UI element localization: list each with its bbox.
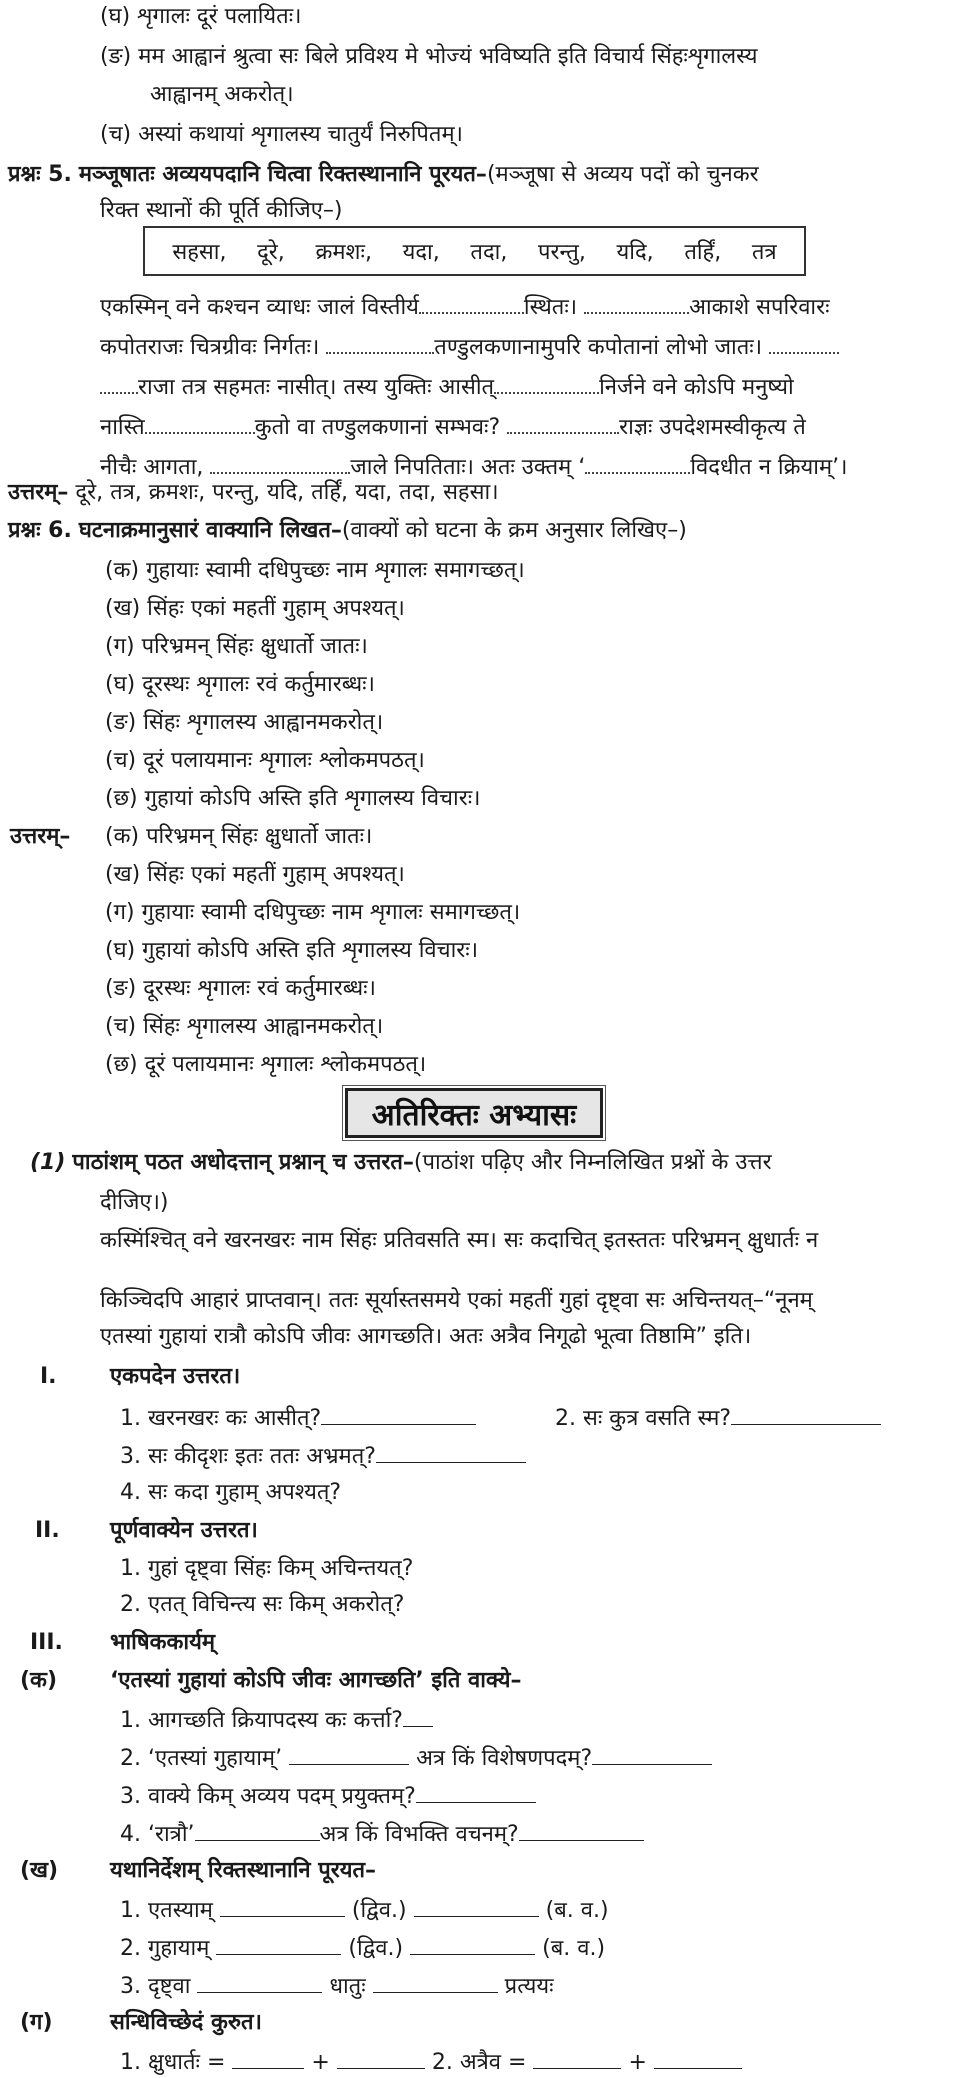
q6-item: (ग) परिभ्रमन् सिंहः क्षुधार्तो जातः। bbox=[105, 634, 368, 659]
box-word: तर्हिं, bbox=[684, 240, 722, 265]
q6-answer: (ङ) दूरस्थः शृगालः रवं कर्तुमारब्धः। bbox=[105, 976, 376, 1001]
box-word: यदि, bbox=[616, 240, 654, 265]
blank[interactable] bbox=[419, 294, 524, 314]
item-label: (च) bbox=[100, 122, 132, 147]
q6-answer: (ग) गुहायाः स्वामी दधिपुच्छः नाम शृगालः समागच्छत्। bbox=[105, 900, 521, 925]
q5-heading bbox=[8, 160, 759, 190]
section-number: II. bbox=[35, 1518, 60, 1543]
question: 2. गुहायाम् (द्विव.) (ब. व.) bbox=[120, 1932, 605, 1964]
blank[interactable] bbox=[100, 374, 138, 394]
q-title: पाठांशम् पठत अधोदत्तान् प्रश्नान् च उत्तरत– bbox=[72, 1150, 414, 1175]
answer-blank[interactable] bbox=[731, 1402, 881, 1425]
word-box bbox=[143, 226, 806, 276]
question: 2. ‘एतस्यां गुहायाम्’ अत्र किं विशेषणपदम्? bbox=[120, 1742, 712, 1774]
answer-blank[interactable] bbox=[195, 1818, 320, 1841]
section-number: I. bbox=[40, 1364, 57, 1389]
q5-answer bbox=[8, 478, 499, 508]
passage-text: कुतो वा तण्डुलकणानां सम्भवः? bbox=[254, 415, 501, 440]
q6-title: घटनाक्रमानुसारं वाक्यानि लिखत– bbox=[78, 518, 342, 543]
answer-blank[interactable] bbox=[337, 2046, 425, 2069]
sub-label: (ख) bbox=[20, 1858, 59, 1883]
item-text: अस्यां कथायां शृगालस्य चातुर्यं निरुपितम्। bbox=[138, 122, 463, 147]
blank[interactable] bbox=[326, 334, 434, 354]
question: 3. सः कीदृशः इतः ततः अभ्रमत्? bbox=[120, 1440, 526, 1472]
answer-blank[interactable] bbox=[232, 2046, 304, 2069]
blank[interactable] bbox=[494, 374, 599, 394]
passage-line-3 bbox=[100, 373, 794, 403]
answer-blank[interactable] bbox=[416, 1780, 536, 1803]
answer-blank[interactable] bbox=[592, 1742, 712, 1765]
passage-text: निर्जने वने कोऽपि मनुष्यो bbox=[599, 375, 794, 400]
answer-blank[interactable] bbox=[373, 1970, 498, 1993]
answer-blank[interactable] bbox=[654, 2046, 742, 2069]
q6-heading bbox=[8, 516, 687, 546]
item-text: मम आह्वानं श्रुत्वा सः बिले प्रविश्य मे भोज्यं भविष्यति इति विचार्य सिंहःशृगालस्य bbox=[138, 44, 758, 69]
answer-blank[interactable] bbox=[410, 1932, 535, 1955]
question: 1. आगच्छति क्रियापदस्य कः कर्त्ता? bbox=[120, 1704, 433, 1736]
item-cha bbox=[100, 120, 463, 150]
blank[interactable] bbox=[507, 414, 619, 434]
answer-blank[interactable] bbox=[519, 1818, 644, 1841]
q6-item: (क) गुहायाः स्वामी दधिपुच्छः नाम शृगालः समागच्छत्। bbox=[105, 558, 525, 583]
sub-title: यथानिर्देशम् रिक्तस्थानानि पूरयत– bbox=[110, 1858, 377, 1883]
section-number: III. bbox=[30, 1630, 63, 1655]
passage-line: एतस्यां गुहायां रात्रौ कोऽपि जीवः आगच्छति। अतः अत्रैव निगूढो भूत्वा तिष्ठामि” इति। bbox=[100, 1324, 752, 1349]
passage-line-1 bbox=[100, 293, 830, 323]
answer-blank[interactable] bbox=[216, 1932, 341, 1955]
q6-hindi: (वाक्यों को घटना के क्रम अनुसार लिखिए–) bbox=[341, 518, 687, 543]
answer-blank[interactable] bbox=[414, 1894, 539, 1917]
box-word: दूरे, bbox=[257, 240, 285, 265]
q6-answer: (घ) गुहायां कोऽपि अस्ति इति शृगालस्य विचारः। bbox=[105, 938, 479, 963]
sub-title: सन्धिविच्छेदं कुरुत। bbox=[110, 2010, 262, 2035]
extra-q1-heading bbox=[30, 1148, 772, 1178]
q6-answer: (छ) दूरं पलायमानः शृगालः श्लोकमपठत्। bbox=[105, 1052, 427, 1077]
q5-hindi-cont: रिक्त स्थानों की पूर्ति कीजिए–) bbox=[100, 198, 343, 223]
question: 1. क्षुधार्तः = + 2. अत्रैव = + bbox=[120, 2046, 742, 2078]
box-word: यदा, bbox=[402, 240, 440, 265]
q-number: (1) bbox=[30, 1150, 66, 1175]
answer-blank[interactable] bbox=[289, 1742, 409, 1765]
passage-text: राजा तत्र सहमतः नासीत्। तस्य युक्तिः आसीत् bbox=[138, 375, 495, 400]
sub-label: (ग) bbox=[20, 2010, 53, 2035]
passage-text: आकाशे सपरिवारः bbox=[689, 295, 830, 320]
item-text: शृगालः दूरं पलायितः। bbox=[137, 4, 302, 29]
q6-number: प्रश्नः 6. bbox=[8, 518, 72, 543]
q6-item: (च) दूरं पलायमानः शृगालः श्लोकमपठत्। bbox=[105, 748, 425, 773]
section-title: पूर्णवाक्येन उत्तरत। bbox=[110, 1518, 258, 1543]
q-hindi-cont: दीजिए।) bbox=[100, 1190, 169, 1215]
question: 4. सः कदा गुहाम् अपश्यत्? bbox=[120, 1480, 342, 1505]
q6-item: (छ) गुहायां कोऽपि अस्ति इति शृगालस्य विचारः। bbox=[105, 786, 481, 811]
item-nga-cont: आह्वानम् अकरोत्। bbox=[150, 82, 294, 107]
box-word: तदा, bbox=[470, 240, 508, 265]
question: 1. खरनखरः कः आसीत्? bbox=[120, 1402, 476, 1434]
box-word: परन्तु, bbox=[538, 240, 586, 265]
q5-hindi: (मञ्जूषा से अव्यय पदों को चुनकर bbox=[486, 162, 759, 187]
box-word: सहसा, bbox=[172, 240, 227, 265]
q6-answer: (च) सिंहः शृगालस्य आह्वानमकरोत्। bbox=[105, 1014, 384, 1039]
blank[interactable] bbox=[769, 334, 839, 354]
blank[interactable] bbox=[584, 294, 689, 314]
passage-text: नीचैः आगता, bbox=[100, 455, 204, 480]
answer-label: उत्तरम्– bbox=[8, 480, 69, 505]
answer-blank[interactable] bbox=[376, 1440, 526, 1463]
passage-text: विदधीत न क्रियाम्’। bbox=[690, 455, 848, 480]
section-heading: अतिरिक्तः अभ्यासः bbox=[345, 1088, 603, 1138]
answer-blank[interactable] bbox=[220, 1894, 345, 1917]
q5-title: मञ्जूषातः अव्ययपदानि चित्वा रिक्तस्थानानि पूरयत– bbox=[78, 162, 487, 187]
box-word: क्रमशः, bbox=[315, 240, 372, 265]
item-label: (घ) bbox=[100, 4, 131, 29]
passage-text: तण्डुलकणानामुपरि कपोतानां लोभो जातः। bbox=[434, 335, 763, 360]
passage-text: जाले निपतिताः। अतः उक्तम् ‘ bbox=[350, 455, 586, 480]
sub-label: (क) bbox=[20, 1668, 58, 1693]
blank[interactable] bbox=[210, 454, 350, 474]
passage-line: कस्मिंश्चित् वने खरनखरः नाम सिंहः प्रतिवसति स्म। सः कदाचित् इतस्ततः परिभ्रमन् क्षुधार्तः न bbox=[100, 1228, 819, 1253]
q5-number: प्रश्नः 5. bbox=[8, 162, 72, 187]
section-title: भाषिककार्यम् bbox=[110, 1630, 215, 1655]
blank[interactable] bbox=[585, 454, 690, 474]
q6-item: (ख) सिंहः एकां महतीं गुहाम् अपश्यत्। bbox=[105, 596, 405, 621]
q-hindi: (पाठांश पढ़िए और निम्नलिखित प्रश्नों के उत्तर bbox=[413, 1150, 772, 1175]
q6-answer: (ख) सिंहः एकां महतीं गुहाम् अपश्यत्। bbox=[105, 862, 405, 887]
answer-blank[interactable] bbox=[533, 2046, 621, 2069]
q6-answer-label: उत्तरम्– bbox=[10, 824, 71, 849]
blank[interactable] bbox=[145, 414, 255, 434]
passage-line: किञ्चिदपि आहारं प्राप्तवान्। ततः सूर्यास्तसमये एकां महतीं गुहां दृष्ट्वा सः अचिन्तयत्–“नूनम् bbox=[100, 1288, 813, 1313]
passage-text: राज्ञः उपदेशमस्वीकृत्य ते bbox=[619, 415, 806, 440]
passage-text: कपोतराजः चित्रग्रीवः निर्गतः। bbox=[100, 335, 320, 360]
q6-item: (घ) दूरस्थः शृगालः रवं कर्तुमारब्धः। bbox=[105, 672, 375, 697]
passage-text: नास्ति bbox=[100, 415, 145, 440]
q6-answer: (क) परिभ्रमन् सिंहः क्षुधार्तो जातः। bbox=[105, 824, 373, 849]
question: 4. ‘रात्रौ’ अत्र किं विभक्ति वचनम्? bbox=[120, 1818, 644, 1850]
question: 3. दृष्ट्वा धातुः प्रत्ययः bbox=[120, 1970, 554, 2002]
answer-blank[interactable] bbox=[197, 1970, 322, 1993]
item-gha bbox=[100, 2, 302, 32]
item-label: (ङ) bbox=[100, 44, 132, 69]
section-title: एकपदेन उत्तरत। bbox=[110, 1364, 241, 1389]
answer-text: दूरे, तत्र, क्रमशः, परन्तु, यदि, तर्हिं, यदा, तदा, सहसा। bbox=[75, 480, 499, 505]
q6-item: (ङ) सिंहः शृगालस्य आह्वानमकरोत्। bbox=[105, 710, 384, 735]
answer-blank[interactable] bbox=[321, 1402, 476, 1425]
sub-title: ‘एतस्यां गुहायां कोऽपि जीवः आगच्छति’ इति वाक्ये– bbox=[110, 1668, 522, 1693]
question: 2. एतत् विचिन्त्य सः किम् अकरोत्? bbox=[120, 1592, 405, 1617]
passage-line-4 bbox=[100, 413, 806, 443]
passage-text: स्थितः। bbox=[523, 295, 578, 320]
passage-line-2 bbox=[100, 333, 839, 363]
passage-text: एकस्मिन् वने कश्चन व्याधः जालं विस्तीर्य bbox=[100, 295, 419, 320]
question: 1. एतस्याम् (द्विव.) (ब. व.) bbox=[120, 1894, 609, 1926]
box-word: तत्र bbox=[751, 240, 777, 265]
question: 3. वाक्ये किम् अव्यय पदम् प्रयुक्तम्? bbox=[120, 1780, 536, 1812]
item-nga bbox=[100, 42, 935, 72]
question: 2. सः कुत्र वसति स्म? bbox=[555, 1402, 881, 1434]
answer-blank[interactable] bbox=[403, 1704, 433, 1727]
question: 1. गुहां दृष्ट्वा सिंहः किम् अचिन्तयत्? bbox=[120, 1556, 414, 1581]
